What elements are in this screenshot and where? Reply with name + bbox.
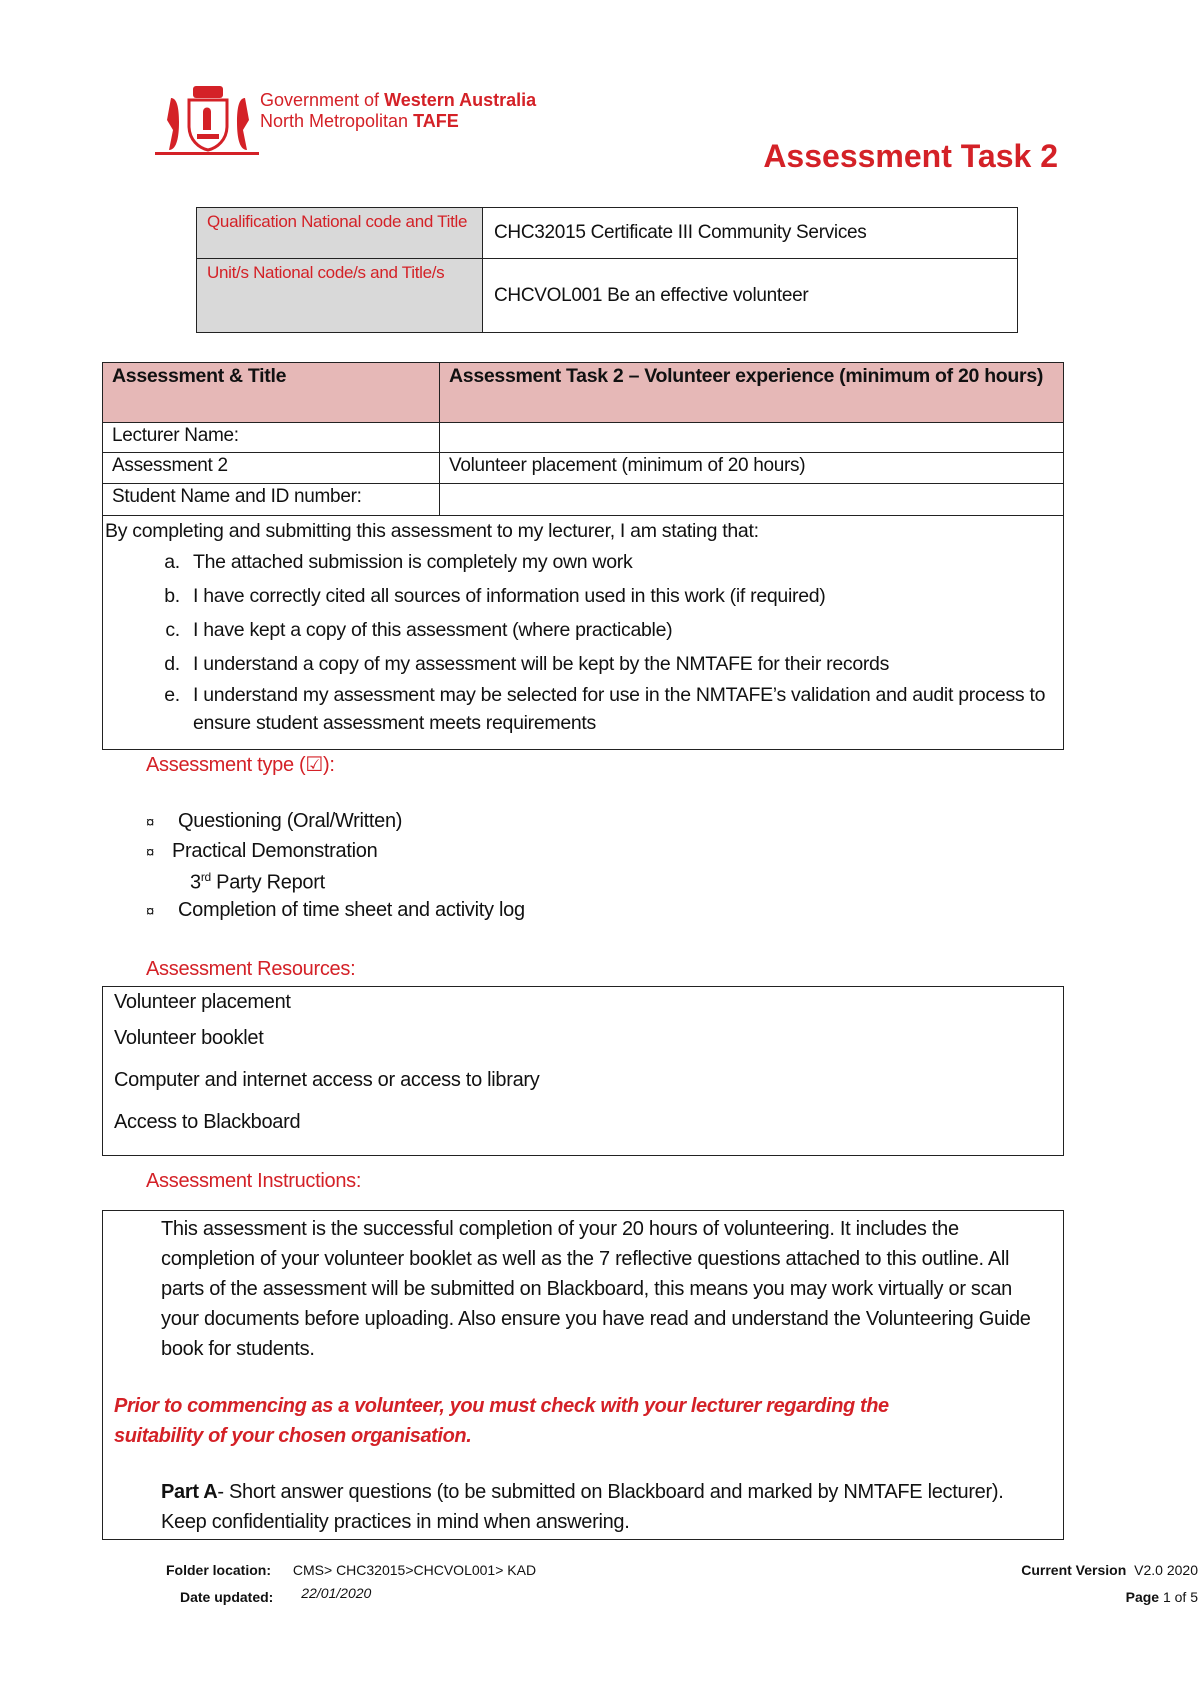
page-value: 1 of 5 xyxy=(1162,1589,1198,1605)
table-row xyxy=(197,208,1018,259)
part-a-description: - Short answer questions (to be submitted on Blackboard and marked by NMTAFE lecturer). Keep confidentiality practices in mind when answering. xyxy=(161,1481,1004,1533)
resource-item: Computer and internet access or access to library xyxy=(114,1069,540,1091)
folder-label: Folder location: xyxy=(166,1562,271,1578)
logo-text: North Metropolitan xyxy=(260,111,409,131)
page-title: Assessment Task 2 xyxy=(763,138,1058,174)
declaration-item: d. I understand a copy of my assessment will be kept by the NMTAFE for their records xyxy=(185,647,1061,681)
checkbox-empty-icon: ¤ xyxy=(146,814,155,831)
assessment-type-heading: Assessment type (☑): xyxy=(146,754,335,776)
resources-heading: Assessment Resources: xyxy=(146,958,356,980)
assessment-table xyxy=(102,362,1064,750)
assessment-number-value: Volunteer placement (minimum of 20 hours) xyxy=(440,453,1064,484)
unit-value: CHCVOL001 Be an effective volunteer xyxy=(483,259,1018,333)
option-label: Completion of time sheet and activity log xyxy=(178,899,525,921)
resource-item: Volunteer booklet xyxy=(114,1027,264,1049)
option-label: 3 xyxy=(190,871,201,894)
qualification-value: CHC32015 Certificate III Community Services xyxy=(483,208,1018,259)
part-a-label: Part A xyxy=(161,1481,218,1503)
resource-item: Volunteer placement xyxy=(114,991,291,1013)
resource-item: Access to Blackboard xyxy=(114,1111,301,1133)
option-label: Practical Demonstration xyxy=(172,840,378,862)
assessment-type-option[interactable] xyxy=(146,840,377,863)
date-label: Date updated: xyxy=(180,1589,274,1605)
option-label: Questioning (Oral/Written) xyxy=(178,810,403,832)
instructions-warning: Prior to commencing as a volunteer, you must check with your lecturer regarding the suitability of your chosen organisation. xyxy=(114,1395,889,1447)
declaration-cell xyxy=(103,516,1064,750)
assessment-number-label: Assessment 2 xyxy=(103,453,440,484)
unit-label: Unit/s National code/s and Title/s xyxy=(197,259,483,333)
student-name-label: Student Name and ID number: xyxy=(103,484,440,516)
instructions-box xyxy=(102,1210,1064,1540)
lecturer-name-field[interactable] xyxy=(440,423,1064,453)
table-row xyxy=(103,363,1064,423)
resources-box xyxy=(102,986,1064,1156)
option-label-sup: rd xyxy=(200,870,211,884)
declaration-list xyxy=(105,545,1061,737)
table-row xyxy=(197,259,1018,333)
wa-government-logo xyxy=(153,82,583,160)
footer-version xyxy=(1021,1562,1198,1578)
declaration-item: a. The attached submission is completely my own work xyxy=(185,545,1061,579)
table-row xyxy=(103,484,1064,516)
date-value: 22/01/2020 xyxy=(301,1585,372,1601)
folder-value: CMS> CHC32015>CHCVOL001> KAD xyxy=(292,1562,537,1578)
qualification-table xyxy=(196,207,1018,333)
declaration-item: b. I have correctly cited all sources of information used in this work (if required) xyxy=(185,579,1061,613)
assessment-type-option[interactable] xyxy=(190,870,325,895)
assessment-title-label: Assessment & Title xyxy=(103,363,440,423)
student-name-field[interactable] xyxy=(440,484,1064,516)
instructions-body: This assessment is the successful completion of your 20 hours of volunteering. It includes the completion of your volunteer booklet as well as the 7 reflective questions attached to this outline. All parts of the assessment will be submitted on Blackboard, this means you may work virtually or scan your documents before uploading. Also ensure you have read and understand the Volunteering Guide book for students. xyxy=(161,1218,1031,1360)
table-row xyxy=(103,516,1064,750)
footer-date xyxy=(180,1585,372,1605)
qualification-label: Qualification National code and Title xyxy=(197,208,483,259)
checkbox-empty-icon: ¤ xyxy=(146,903,155,920)
instructions-heading: Assessment Instructions: xyxy=(146,1170,362,1192)
declaration-item: e. I understand my assessment may be selected for use in the NMTAFE’s validation and audit process to ensure student assessment meets requirements xyxy=(185,681,1061,737)
assessment-type-option[interactable] xyxy=(146,810,402,833)
footer-folder xyxy=(166,1562,536,1578)
table-row xyxy=(103,423,1064,453)
part-a-text xyxy=(161,1477,1053,1537)
assessment-type-option[interactable] xyxy=(146,899,525,922)
declaration-item: c. I have kept a copy of this assessment (where practicable) xyxy=(185,613,1061,647)
page-label: Page xyxy=(1125,1589,1160,1605)
footer-page xyxy=(1126,1589,1198,1605)
coat-of-arms-icon xyxy=(153,82,265,158)
assessment-title-value: Assessment Task 2 – Volunteer experience (minimum of 20 hours) xyxy=(440,363,1064,423)
logo-text: Government of xyxy=(260,90,380,110)
declaration-intro: By completing and submitting this assessment to my lecturer, I am stating that: xyxy=(105,520,759,542)
table-row xyxy=(103,453,1064,484)
checkbox-empty-icon: ¤ xyxy=(146,844,155,861)
logo-text: Western Australia xyxy=(384,90,537,110)
version-value: V2.0 2020 xyxy=(1134,1562,1198,1578)
logo-text: TAFE xyxy=(413,111,459,131)
lecturer-name-label: Lecturer Name: xyxy=(103,423,440,453)
option-label: Party Report xyxy=(210,871,325,894)
version-label: Current Version xyxy=(1021,1562,1127,1578)
